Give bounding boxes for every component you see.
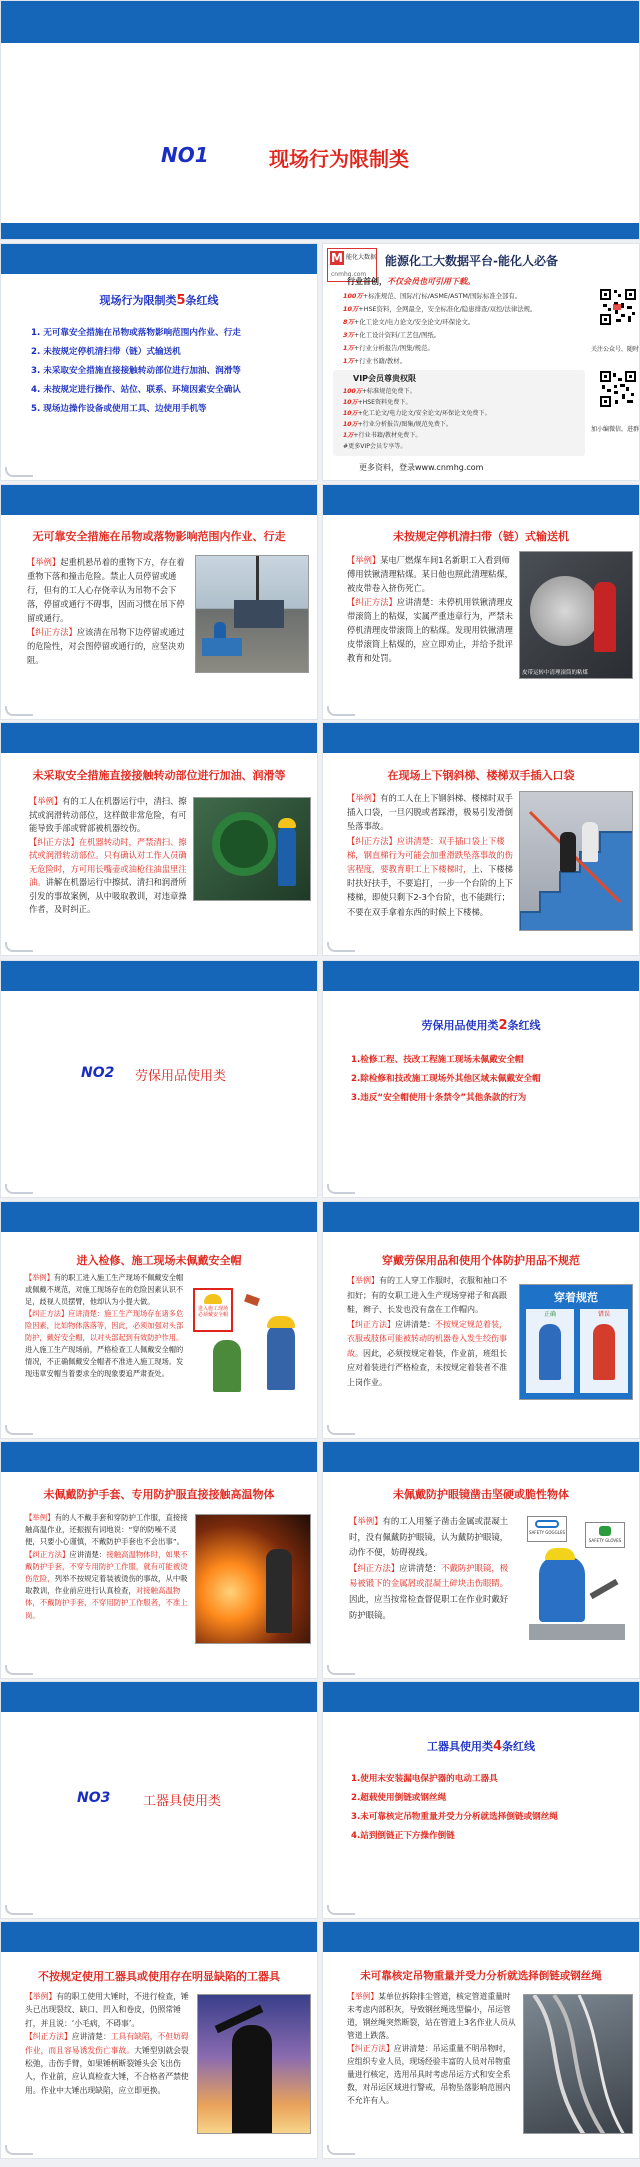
hammer-icon [590,1579,619,1599]
ad-subline [347,276,475,287]
stairs-photo [519,791,633,931]
subline-emphasis: 不仅会员也可引用下载。 [387,277,475,286]
feature-row [343,342,573,355]
example-label: 【举例】 [347,555,381,565]
slide-header-bar [323,1442,639,1472]
fix-text: 应讲清楚：吊运重量不明吊物时，应组织专业人员，现场经验丰富的人员对吊物重量进行核定，选用吊具时考虑吊运方式和安全系数，对吊运区域进行警戒，吊物坠落影响范围内不允许有人。 [347,2044,511,2105]
fix-text: 大锤型别就会裂松弛，击伤手臂，如果锤柄断裂锤头会飞出伤人，作业前，应认真检查大锤，不合格者严禁使用。作业中大锤出现缺陷，应立即更换。 [25,2045,189,2095]
fix-text: 应讲清楚： [69,1549,107,1559]
example-label: 【举例】 [27,557,61,567]
ad-panel [322,243,640,481]
helmet-icon [278,818,296,828]
feature-text: +化工设计资料/工艺包/图纸。 [353,331,441,339]
slide-redlines-1 [0,243,318,481]
example-text: 某电厂燃煤车间1名新职工入看到师傅用铁锹清理粘煤。某日他也照此清理粘煤，被皮带卷入挤伤死亡。 [347,555,513,593]
slide-header-bar [1,485,317,515]
example-label: 【举例】 [25,1513,55,1522]
worker-figure [267,1324,295,1390]
floor-block [529,1624,625,1640]
conveyor-photo [519,551,633,679]
slide-title: 未采取安全措施直接接触转动部位进行加油、润滑等 [32,769,286,782]
qr-code-icon[interactable] [599,370,637,408]
corner-decoration [327,942,355,952]
fix-text: 进入施工生产现场前，严格检查工人佩戴安全帽的情况，不正确佩戴安全帽者不准进入施工现场。发现违章安帽当着要求全的现象要追严肃查处。 [25,1345,184,1378]
warning-sign [193,1288,233,1332]
correct-panel [526,1309,574,1393]
feature-text: +化工论文/电力论文/安全论文/环保论文。 [353,318,475,326]
machinery-photo [193,797,311,901]
vip-text: +行业分析报告/图集/规范免费下。 [357,421,453,428]
qr-code-icon[interactable] [599,288,637,326]
goggles-icon [535,1520,559,1528]
worker-figure [539,1556,585,1622]
fix-label: 【纠正方法】 [347,597,397,607]
title-text: 现场行为限制类 [99,294,177,307]
slide-ppe-dress [322,1201,640,1439]
falling-bricks [244,1294,260,1306]
list-item: 4.站到倒链正下方操作倒链 [351,1831,455,1841]
fix-text: 讲解在机器运行中擦拭、清扫和润滑所引发的事故案例，从中吸取教训，对违章操作者，及时纠正。 [29,877,187,914]
hammer-silhouette-photo [197,1994,311,2134]
worker-figure [213,1340,241,1392]
person-figure [582,822,598,862]
stairs-icon [520,792,633,931]
drum-shape [530,576,600,646]
fix-highlight: 在机器转动时，严禁清扫、擦拭或润滑转动部位。只有确认对工作人员确无危险时，方可用长嘴壶或油枪往油盅里注油。 [29,836,187,887]
example-text: 有的工人在机器运行中，清扫、擦拭或润滑转动部位，这样做非常危险，有可能导致手部或臂部被机器绞伤。 [29,796,187,833]
fix-text: 上、下楼梯时扶好扶手，不要追打，一步一个台阶的上下楼梯，即使只剩下2-3个台阶，也不能跳行；不要在双手拿着东西的时候上下楼梯。 [347,864,513,917]
corner-decoration [327,1184,355,1194]
ad-headline: 能源化工大数据平台-能化人必备 [385,254,558,268]
slide-header-bar [1,244,317,274]
slide-load-analysis [322,1921,640,2159]
example-text: 有的职工进入施工生产现场不佩戴安全帽或佩戴不规范，对施工现场存在的危险因素认识不足，歧视人员摆臂，他却认为小提大做。 [25,1273,184,1306]
slide-title: 进入检修、施工现场未佩戴安全帽 [76,1254,242,1267]
slide-title [323,1738,639,1754]
vip-text: #更多VIP会员专享等。 [343,443,407,450]
vip-count: 1万 [343,432,354,439]
vip-count: 100万 [343,388,362,395]
slide-header-bar [323,485,639,515]
example-text: 有的人不戴手套和穿防护工作服，直接接触高温作业，还振振有词地说：“穿的防噪不灵便，只要小心谨慎，不戴防护手套也不会出事”。 [25,1513,188,1547]
section-title: 现场行为限制类 [269,147,409,171]
list-item: 2.超载使用倒链或钢丝绳 [351,1793,447,1803]
example-text: 起重机悬吊着的重物下方，存在着重物下落和撞击危险。禁止人员停留或通行，但有的工人心存侥幸认为吊物不会下落，停留或通行不碍事，因而习惯在吊下停留或通行。 [27,557,185,623]
corner-decoration [327,1665,355,1675]
slide-header-bar [323,1202,639,1232]
slide-title: 未按规定停机清扫带（链）式输送机 [393,530,569,543]
title-suffix: 条红线 [502,1740,536,1753]
slide-title: 穿戴劳保用品和使用个体防护用品不规范 [382,1254,580,1267]
slide-body [347,791,517,919]
slide-falling-objects [0,484,318,720]
slide-header-bar [323,961,639,991]
wrong-label: 错误 [597,1311,610,1318]
worker-figure [539,1324,561,1380]
title-number: 2 [498,1018,508,1033]
fix-highlight: 不按规定规范着装，衣服或肢体可能被转动的机器卷入发生绞伤事故。 [347,1319,507,1358]
slide-header-bar [1,723,317,753]
redline-list [31,324,241,419]
slide-header-bar [323,1922,639,1952]
helmet-cartoon [193,1288,311,1398]
slide-body [347,553,513,665]
vip-count: 10万 [343,410,358,417]
crane-photo [195,555,309,673]
example-label: 【举例】 [349,1516,383,1526]
slide-rotating-parts [0,722,318,956]
list-item: 3. 未采取安全措施直接接触转动部位进行加油、润滑等 [31,366,241,376]
slide-title: 未可靠核定吊物重量并受力分析就选择倒链或钢丝绳 [360,1970,602,1982]
feature-text: +标准规范、国际/行标/ASME/ASTM/国际标准全部有。 [362,292,522,300]
person-figure [560,832,576,872]
vip-text: +标准规范免费下。 [361,388,416,395]
example-label: 【举例】 [347,1276,379,1285]
gear-icon [212,812,276,876]
list-item: 2.除检修和技改施工现场外其他区域未佩戴安全帽 [351,1074,541,1084]
fix-highlight: 工具有缺陷，不但妨碍作业，而且容易诱发伤亡事故。 [25,2032,189,2055]
goggles-illustration [519,1516,633,1646]
section-number: NO3 [77,1790,111,1806]
fix-highlight: 应讲清楚：双手插口袋上下楼梯，钢直梯行为可能会加重滑跌坠落事故的伤害程度，要教育职工上下楼梯时， [347,835,513,875]
slide-title [323,1017,639,1033]
slide-header-bar [1,961,317,991]
fix-label: 【纠正方法】 [29,836,79,847]
example-text: 有的工人在上下钢斜梯、楼梯时双手插入口袋，一旦闪脱或者踩滑，极易引发滑倒坠落事故。 [347,793,513,832]
slide-body [347,1274,511,1390]
corner-decoration [5,2145,33,2155]
slide-stairs [322,722,640,956]
slide-title: 未佩戴防护手套、专用防护服直接接触高温物体 [43,1488,275,1501]
feature-row [343,290,573,303]
sign-text: SAFETY GOGGLES [528,1530,566,1535]
wrong-panel [580,1309,628,1393]
corner-decoration [5,467,33,477]
corner-decoration [5,942,33,952]
sign-text: SAFETY GLOVES [588,1538,622,1543]
example-label: 【举例】 [25,1273,54,1282]
example-text: 有的工人用錾子凿击金属或混凝土时，没有佩戴防护眼镜，认为戴防护眼镜，动作不便，妨碍视线。 [349,1516,509,1558]
feature-row [343,329,573,342]
feature-row [343,355,573,368]
bottom-banner [1,223,640,240]
slide-redlines-2 [322,960,640,1198]
list-item: 2. 未按规定停机清扫带（链）式输送机 [31,347,181,357]
fix-label: 【纠正方法】 [27,627,77,637]
corner-decoration [5,706,33,716]
section-title: 工器具使用类 [143,1794,222,1809]
fix-text: 因此，必须按规定着装，作业前，班组长应对着装进行严格检查，未按规定着装者不准上岗作业。 [347,1348,507,1387]
worker-figure [594,582,616,652]
slide-title: 不按规定使用工器具或使用存在明显缺陷的工器具 [38,1970,280,1983]
glove-icon [599,1526,611,1536]
vip-list [343,386,491,452]
section-title: 劳保用品使用类 [135,1069,227,1084]
worker-silhouette [232,2025,272,2134]
photo-caption: 皮带运转中清理滚筒的粘煤 [522,670,589,676]
fix-highlight: 不戴防护眼镜，极易被锻下的金属屑或混凝土碎块击伤眼睛。 [349,1562,509,1589]
fix-text: 应讲清楚：未停机用铁锹清理皮带滚筒上的粘煤，实属严重违章行为，严禁未停机清理皮带滚筒上的粘煤。发现用铁锹清理皮带滚筒上粘煤的，应立即劝止，并给予批评教育和处罚。 [347,597,513,663]
correct-label: 正确 [543,1311,556,1318]
title-number: 5 [176,293,186,308]
wire-rope-photo [523,1994,633,2134]
safety-goggles-sign [527,1516,567,1542]
fix-label: 【纠正方法】 [349,1562,400,1573]
corner-decoration [327,2145,355,2155]
qr-caption: 加小编微信，进群 [591,426,640,433]
slide-header-bar [323,723,639,753]
title-suffix: 条红线 [185,294,219,307]
slide-body [27,555,191,667]
slide-belt-conveyor [322,484,640,720]
example-label: 【举例】 [25,1992,57,2001]
feature-count: 1万 [343,357,354,365]
list-item: 1.检修工程、技改工程施工现场未佩戴安全帽 [351,1055,524,1065]
vip-title: VIP会员尊贵权限 [353,374,417,383]
feature-row [343,316,573,329]
corner-decoration [327,706,355,716]
feature-text: +HSE资料，全网最全，安全标准化/隐患排查/双控/法律法规。 [358,305,537,313]
load-block [234,600,284,628]
slide-header-bar [1,1202,317,1232]
sign-text: 进入施工现场必须戴安全帽 [197,1306,228,1318]
list-item: 1.使用未安装漏电保护器的电动工器具 [351,1774,498,1784]
slide-goggles [322,1441,640,1679]
slide-title [1,292,317,308]
list-item: 5. 现场边操作设备或使用工具、边使用手机等 [31,404,207,414]
corner-decoration [5,1665,33,1675]
vip-row [343,408,491,419]
example-label: 【举例】 [347,1992,379,2001]
slide-body [25,1990,191,2097]
fix-label: 【纠正方法】 [347,2044,394,2053]
fix-label: 【纠正方法】 [25,1549,70,1559]
example-text: 有的职工使用大锤时，不进行检查，锤头已出现裂纹、缺口、凹入和卷皮，仍照常锤打，并且说：‘小毛病，不碍事’。 [25,1992,189,2028]
corner-decoration [5,1905,33,1915]
corner-decoration [5,1425,33,1435]
feature-text: +行业分析报告/图集/规范。 [353,344,434,352]
slide-header-bar [1,1922,317,1952]
example-text: 某单位拆除排尘管道，核定管道重量时未考虑内部积灰，导致钢丝绳选型偏小，吊运管道，钢丝绳突然断裂，站在管道上3名作业人员从管道上跌落。 [347,1992,516,2040]
corner-decoration [5,1184,33,1194]
example-text: 有的工人穿工作服时，衣服和袖口不扣好；有的女职工进入生产现场穿裙子和高跟鞋，辫子、长发也没有盘在工作帽内。 [347,1276,507,1314]
title-number: 4 [492,1739,503,1754]
redline-list [351,1770,558,1846]
feature-count: 100万 [343,292,363,300]
slide-section-2 [0,960,318,1198]
fix-text: 应讲清楚： [71,2032,111,2042]
slide-body [349,1514,513,1623]
worker-figure [593,1324,615,1380]
feature-text: +行业书籍/教材。 [353,357,407,365]
vip-text: +行业书籍/教材免费下。 [353,432,422,439]
feature-count: 1万 [343,344,354,352]
title-text: 劳保用品使用类 [421,1019,499,1032]
top-banner [1,1,640,43]
list-item: 1. 无可靠安全措施在吊物或落物影响范围内作业、行走 [31,328,241,338]
logo-mark-icon: M [331,251,343,265]
list-item: 3.违反“安全帽使用十条禁令”其他条款的行为 [351,1093,527,1103]
slide-redlines-3 [322,1681,640,1919]
vip-box [333,370,585,456]
vip-row [343,430,491,441]
ad-footer-link[interactable]: 更多资料，登录www.cnmhg.com [359,463,484,472]
list-item: 4. 未按规定进行操作、站位、联系、环境因素安全确认 [31,385,241,395]
title-suffix: 条红线 [507,1019,541,1032]
slide-header-bar [1,1682,317,1712]
dress-code-board [519,1284,633,1400]
vip-row [343,441,491,452]
slide-body [29,795,189,917]
example-label: 【举例】 [347,793,381,803]
crane-hook-icon [256,556,259,600]
vip-text: +HSE资料免费下。 [357,399,412,406]
helmet-icon [204,1294,222,1304]
helmet-icon [267,1316,295,1328]
feature-row [343,303,573,316]
section-number: NO2 [81,1065,115,1081]
fix-label: 【纠正方法】 [347,835,397,846]
slide-tool-defects [0,1921,318,2159]
board-title: 穿着规范 [554,1291,598,1304]
fix-highlight: 对接触高温物体，不戴防护手套，不穿用防护工作服者，不准上岗。 [25,1586,188,1620]
feature-count: 10万 [343,305,359,313]
slide-title: 无可靠安全措施在吊物或落物影响范围内作业、行走 [32,530,286,543]
slide-title: 在现场上下钢斜梯、楼梯双手插入口袋 [387,769,575,782]
vip-row [343,419,491,430]
furnace-photo [195,1514,311,1644]
redline-list [351,1051,541,1108]
truck-shape [202,638,242,656]
fix-label: 【纠正方法】 [25,2032,72,2042]
fix-highlight: 接触高温物体时，如果不戴防护手套，不穿专用防护工作服，就有可能被烫伤危险， [25,1549,188,1584]
worker-figure [266,1549,292,1633]
vip-row [343,397,491,408]
fix-label: 【纠正方法】 [347,1319,395,1329]
worker-figure [278,826,296,886]
slide-body [347,1990,517,2107]
logo-text: 能化大数据 [346,254,377,261]
slide-title: 未佩戴防护眼镜凿击坚硬或脆性物体 [393,1488,569,1501]
slide-body [25,1512,191,1622]
fix-text: 列举不按规定着装被烫伤的事故，从中吸取教训，作业前应进行认真检查， [25,1574,188,1596]
corner-decoration [327,1905,355,1915]
ad-feature-list [343,290,573,368]
slide-header-bar [1,1442,317,1472]
fix-highlight: 应讲清楚：施工生产现场存在诸多危险因素，比如物体落落等，因此，必须加强对头部防护，戴好安全帽，以对头部起到有效防护作用。 [25,1309,184,1342]
fix-text: 因此，应当按常检查督促职工在作业时戴好防护眼镜。 [349,1593,509,1620]
fix-text: 应讲清楚： [395,1319,435,1329]
fix-text: 应讲清楚： [399,1562,442,1573]
feature-count: 3万 [343,331,354,339]
slide-section-1 [0,0,640,240]
vip-count: 10万 [343,421,358,428]
section-number: NO1 [161,143,209,167]
slide-high-temp [0,1441,318,1679]
wire-rope-icon [524,1995,633,2134]
safety-gloves-sign [585,1522,625,1548]
slide-header-bar [323,1682,639,1712]
vip-text: +化工论文/电力论文/安全论文/环保论文免费下。 [357,410,491,417]
logo-url: cnmhg.com [331,271,367,278]
subline-text: 行业首创， [347,277,387,286]
list-item: 3.未可靠核定吊物重量并受力分析就选择倒链或钢丝绳 [351,1812,558,1822]
fix-label: 【纠正方法】 [25,1309,69,1318]
vip-count: 10万 [343,399,358,406]
fix-text: 应该清在吊物下边停留或通过的危险性，对会图停留或通行的，应坚决劝阻。 [27,627,185,665]
example-label: 【举例】 [29,796,63,806]
corner-decoration [327,1425,355,1435]
qr-caption: 关注公众号，随时 [591,346,640,353]
feature-count: 8万 [343,318,354,326]
vip-row [343,386,491,397]
slide-body [25,1272,185,1380]
slide-helmet [0,1201,318,1439]
helmet-icon [545,1548,575,1560]
title-text: 工器具使用类 [426,1740,493,1753]
slide-section-3 [0,1681,318,1919]
